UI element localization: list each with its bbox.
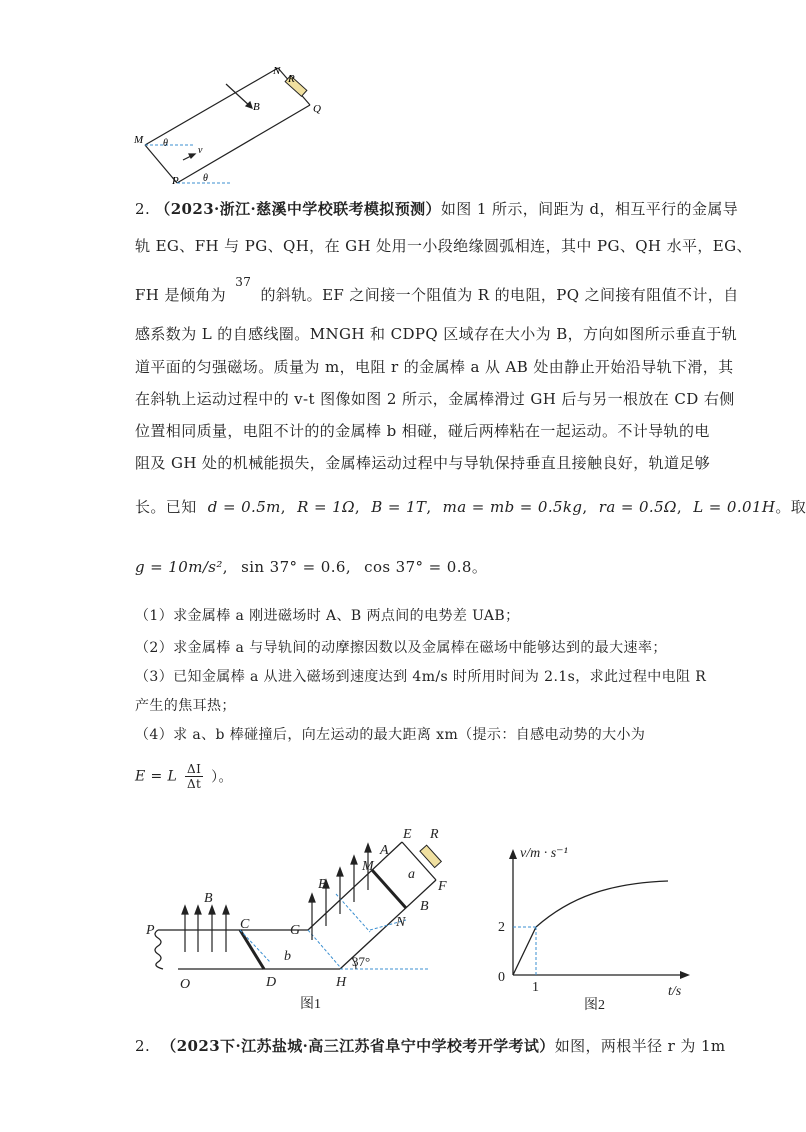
fig1-label-O: O — [180, 977, 191, 992]
line3-part1: FH 是倾角为 — [135, 286, 227, 304]
formula-line — [135, 762, 233, 791]
given-L: L = 0.01H — [693, 498, 776, 516]
question-line-8: 阻及 GH 处的机械能损失，金属棒运动过程中与导轨保持垂直且接触良好，轨道足够 — [135, 454, 711, 472]
question-2-header — [135, 1035, 726, 1056]
given-sin: sin 37° = 0.6 — [241, 558, 346, 576]
label-theta-1: θ — [163, 138, 168, 149]
given-g: g = 10m/s² — [135, 558, 223, 576]
fig1-label-b: b — [284, 949, 291, 964]
fig2-xlabel: t/s — [668, 984, 682, 999]
label-Q: Q — [313, 103, 321, 115]
angle-superscript: 37 — [235, 275, 252, 289]
fig1-label-A: A — [380, 843, 389, 858]
fig2-tick-origin: 0 — [498, 970, 505, 985]
question-line-7: 位置相同质量，电阻不计的的金属棒 b 相碰，碰后两棒粘在一起运动。不计导轨的电 — [135, 422, 710, 440]
fig1-label-P: P — [146, 923, 155, 938]
fig2-ylabel: v/m · s⁻¹ — [520, 846, 568, 861]
given-prefix: 长。已知 — [135, 498, 197, 516]
figure-2-vt-graph — [490, 835, 700, 1017]
sub-question-2: （2）求金属棒 a 与导轨间的动摩擦因数以及金属棒在磁场中能够达到的最大速率； — [135, 640, 667, 656]
question-line-3 — [135, 275, 739, 305]
formula-lhs: E = L — [135, 768, 178, 785]
given-cos: cos 37° = 0.8 — [364, 558, 472, 576]
fig2-caption: 图2 — [584, 998, 605, 1013]
question-number: 2. — [135, 200, 151, 218]
question-2-number: 2. — [135, 1037, 151, 1055]
question-source: （2023·浙江·慈溪中学校联考模拟预测） — [155, 200, 441, 218]
fig1-label-a: a — [408, 867, 415, 882]
formula-fraction — [185, 762, 203, 791]
formula-denominator: Δt — [186, 777, 202, 791]
fig2-tick-y2: 2 — [498, 920, 505, 935]
fig1-label-F: F — [438, 879, 447, 894]
figure-1-rails — [140, 822, 470, 1017]
label-B: B — [253, 101, 260, 113]
question-line-2: 轨 EG、FH 与 PG、QH，在 GH 处用一小段绝缘圆弧相连，其中 PG、QH 水平，EG、 — [135, 237, 752, 255]
fig1-label-angle: 37° — [352, 954, 371, 969]
label-theta-2: θ — [203, 173, 208, 184]
sub-question-3-cont: 产生的焦耳热； — [135, 698, 236, 714]
fig1-label-R: R — [430, 827, 439, 842]
fig1-label-E: E — [403, 827, 412, 842]
given-B: B = 1T — [371, 498, 427, 516]
given-line-2: g = 10m/s², sin 37° = 0.6, cos 37° = 0.8。 — [135, 558, 488, 576]
sub-question-4: （4）求 a、b 棒碰撞后，向左运动的最大距离 xm（提示：自感电动势的大小为 — [135, 727, 646, 743]
fig1-label-M: M — [362, 859, 374, 874]
label-M: M — [134, 134, 144, 146]
given-d: d = 0.5m — [207, 498, 281, 516]
label-N: N — [273, 65, 281, 77]
question-line-4: 感系数为 L 的自感线圈。MNGH 和 CDPQ 区域存在大小为 B，方向如图所示垂直于轨 — [135, 325, 738, 343]
label-R: R — [288, 73, 295, 85]
given-line-1: 长。已知 d = 0.5m, R = 1Ω, B = 1T, ma = mb = 0.5kg, ra = 0.5Ω, L = 0.01H。取 — [135, 498, 806, 516]
line3-part2: 的斜轨。EF 之间接一个阻值为 R 的电阻，PQ 之间接有阻值不计，自 — [260, 286, 739, 304]
fig2-tick-x1: 1 — [532, 980, 539, 995]
given-suffix: 。取 — [775, 498, 806, 516]
fig1-label-B2: B — [318, 877, 327, 892]
formula-numerator: ΔI — [187, 762, 202, 776]
label-P: P — [172, 175, 179, 187]
sub-question-1: （1）求金属棒 a 刚进磁场时 A、B 两点间的电势差 UAB； — [135, 608, 520, 624]
given2-suffix: 。 — [471, 558, 488, 576]
fig1-label-D: D — [266, 975, 277, 990]
top-rail-figure — [130, 60, 330, 190]
fig1-label-B-rail: B — [420, 899, 429, 914]
question-line-6: 在斜轨上运动过程中的 v-t 图像如图 2 所示，金属棒滑过 GH 后与另一根放在 CD 右侧 — [135, 390, 735, 408]
given-ra: ra = 0.5Ω — [598, 498, 677, 516]
fig1-label-B1: B — [204, 891, 213, 906]
question-2-source: （2023下·江苏盐城·高三江苏省阜宁中学校考开学考试） — [161, 1037, 555, 1055]
formula-suffix: ）。 — [211, 769, 233, 786]
fig1-label-H: H — [336, 975, 347, 990]
question-line-5: 道平面的匀强磁场。质量为 m，电阻 r 的金属棒 a 从 AB 处由静止开始沿导轨下滑，其 — [135, 358, 734, 376]
question-header-line — [135, 198, 738, 219]
given-mass: ma = mb = 0.5kg — [442, 498, 583, 516]
fig1-label-G: G — [290, 923, 301, 938]
sub-question-3: （3）已知金属棒 a 从进入磁场到速度达到 4m/s 时所用时间为 2.1s，求此过程中电阻 R — [135, 669, 707, 685]
fig1-caption: 图1 — [300, 997, 321, 1012]
question-2-text: 如图，两根半径 r 为 1m — [554, 1037, 726, 1055]
label-v: v — [198, 145, 203, 156]
fig1-label-N: N — [396, 915, 406, 930]
fig1-label-C: C — [240, 917, 250, 932]
given-R: R = 1Ω — [297, 498, 355, 516]
question-line-1: 如图 1 所示，间距为 d，相互平行的金属导 — [440, 200, 739, 218]
